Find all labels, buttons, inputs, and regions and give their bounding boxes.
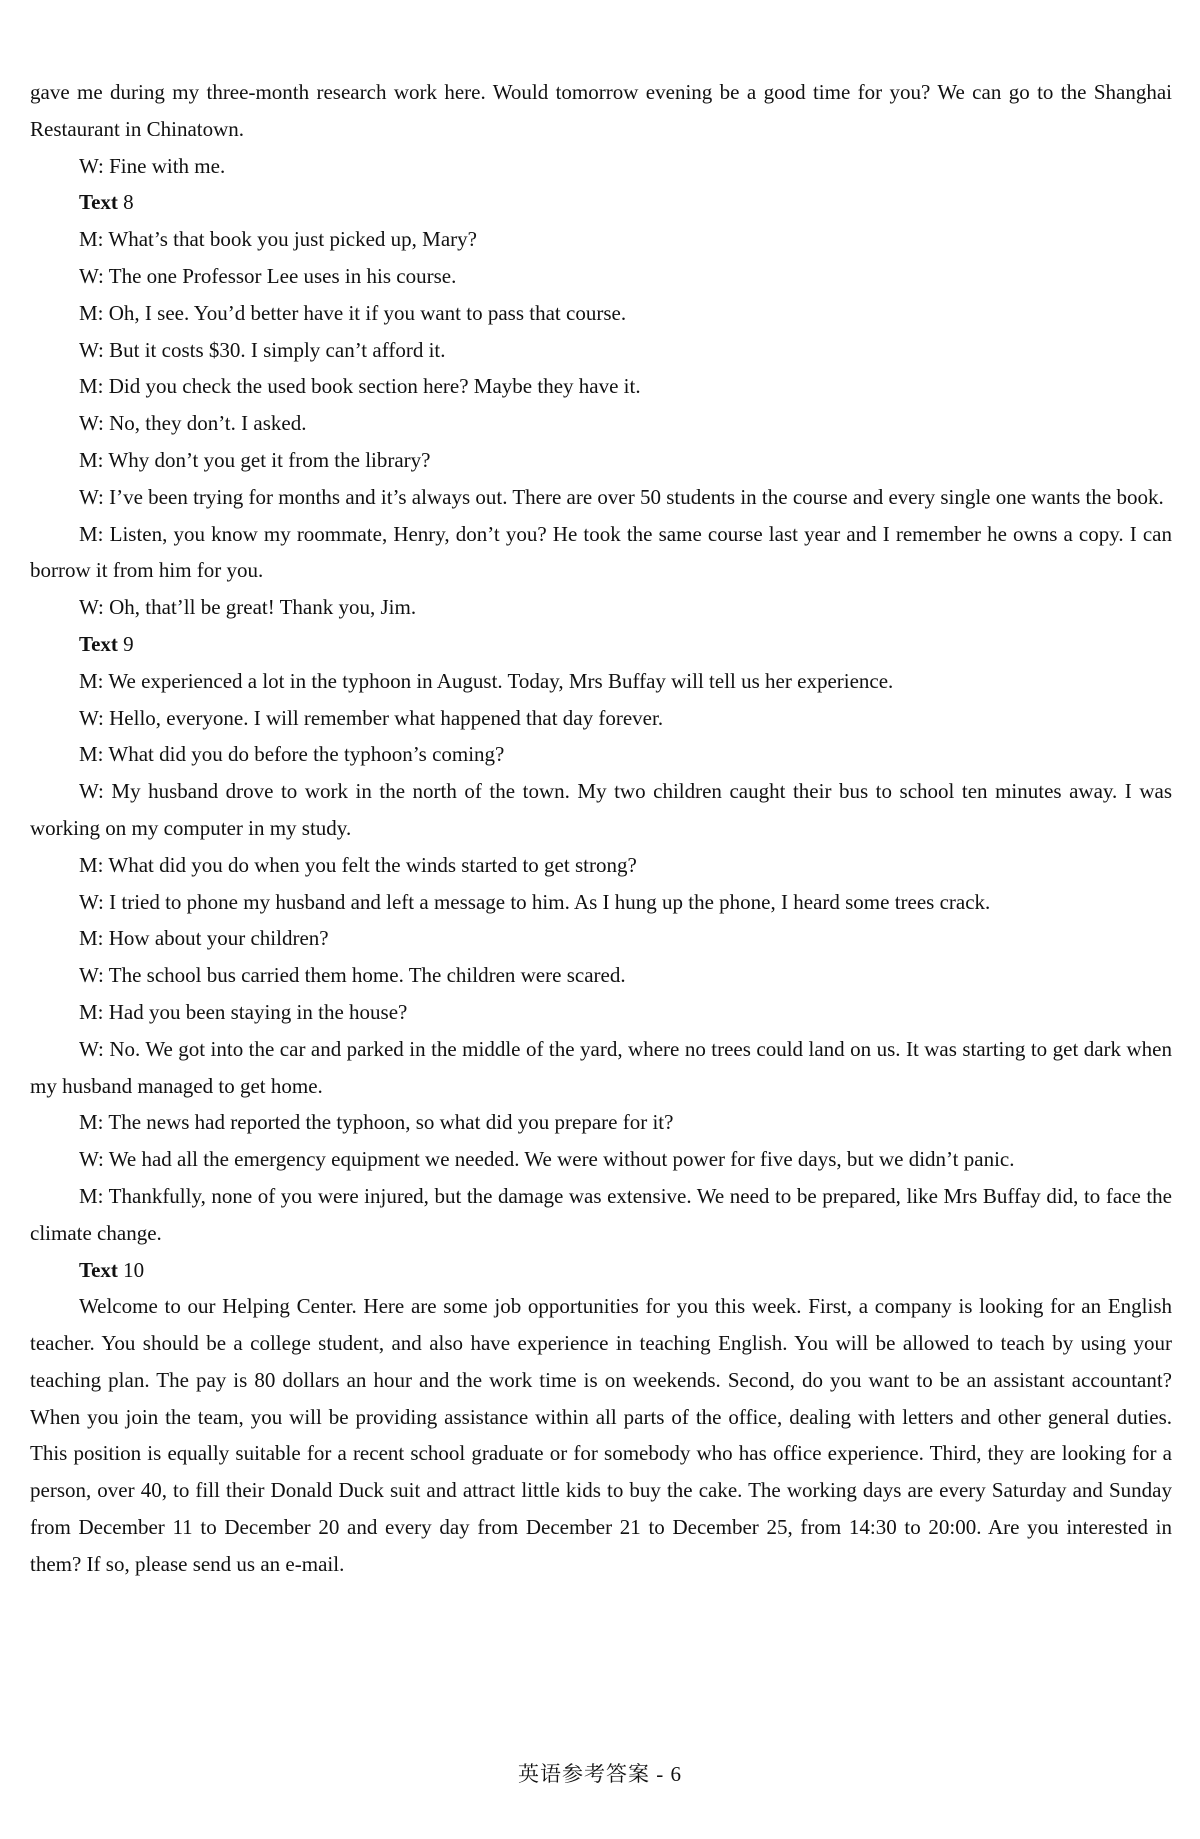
dialogue-line: M: What did you do when you felt the winds started to get strong? — [79, 852, 637, 877]
dialogue-line: M: What did you do before the typhoon’s coming? — [79, 742, 505, 767]
dialogue-line: W: Hello, everyone. I will remember what happened that day forever. — [79, 705, 664, 730]
dialogue-line: M: Listen, you know my roommate, Henry, don’t you? He took the same course last year and I remember he owns a copy. I can borrow it from him for you. — [30, 521, 1172, 583]
dialogue-line: W: I tried to phone my husband and left a message to him. As I hung up the phone, I heard some trees crack. — [79, 889, 991, 914]
answer-key-transcript — [30, 74, 1172, 1583]
section-heading-label: Text — [79, 631, 118, 656]
dialogue-line: W: But it costs $30. I simply can’t afford it. — [79, 337, 446, 362]
dialogue-line: W: Fine with me. — [79, 153, 226, 178]
paragraph: gave me during my three-month research work here. Would tomorrow evening be a good time for you? We can go to the Shanghai Restaurant in Chinatown. — [30, 80, 1172, 141]
section-heading — [30, 184, 1172, 221]
section-heading — [30, 1252, 1172, 1289]
dialogue-line: W: I’ve been trying for months and it’s always out. There are over 50 students in the course and every single one wants the book. — [79, 484, 1164, 509]
section-heading — [30, 626, 1172, 663]
dialogue-line: W: My husband drove to work in the north of the town. My two children caught their bus to school ten minutes away. I was working on my computer in my study. — [30, 779, 1172, 840]
dialogue-line: M: The news had reported the typhoon, so what did you prepare for it? — [79, 1110, 674, 1135]
dialogue-line: M: Had you been staying in the house? — [79, 999, 408, 1024]
dialogue-line: M: Oh, I see. You’d better have it if you want to pass that course. — [79, 300, 627, 325]
section-heading-number: 9 — [123, 631, 134, 656]
section-heading-label: Text — [79, 190, 118, 215]
dialogue-line: W: We had all the emergency equipment we needed. We were without power for five days, but we didn’t panic. — [79, 1147, 1015, 1172]
dialogue-line: W: No, they don’t. I asked. — [79, 411, 307, 436]
page-footer: 英语参考答案 - 6 — [518, 1762, 682, 1786]
dialogue-line: M: What’s that book you just picked up, Mary? — [79, 227, 477, 252]
dialogue-line: W: No. We got into the car and parked in the middle of the yard, where no trees could land on us. It was starting to get dark when my husband managed to get home. — [30, 1036, 1172, 1098]
dialogue-line: M: Did you check the used book section here? Maybe they have it. — [79, 374, 641, 399]
dialogue-line: W: The school bus carried them home. The children were scared. — [79, 963, 626, 988]
dialogue-line: M: Why don’t you get it from the library? — [79, 447, 431, 472]
dialogue-line: M: How about your children? — [79, 926, 329, 951]
monologue-paragraph: Welcome to our Helping Center. Here are some job opportunities for you this week. First, a company is looking for an English teacher. You should be a college student, and also have experience in teaching English. You will be allowed to teach by using your teaching plan. The pay is 80 dollars an hour and the work time is on weekends. Second, do you want to be an assistant accountant? When you join the team, you will be providing assistance within all parts of the office, dealing with letters and other general duties. This position is equally suitable for a recent school graduate or for somebody who has office experience. Third, they are looking for a person, over 40, to fill their Donald Duck suit and attract little kids to buy the cake. The working days are every Saturday and Sunday from December 11 to December 20 and every day from December 21 to December 25, from 14:30 to 20:00. Are you interested in them? If so, please send us an e-mail. — [30, 1294, 1172, 1576]
section-heading-label: Text — [79, 1257, 118, 1282]
dialogue-line: M: We experienced a lot in the typhoon in August. Today, Mrs Buffay will tell us her experience. — [79, 668, 894, 693]
dialogue-line: W: Oh, that’ll be great! Thank you, Jim. — [79, 595, 417, 620]
dialogue-line: W: The one Professor Lee uses in his course. — [79, 263, 457, 288]
section-heading-number: 8 — [123, 190, 134, 215]
dialogue-line: M: Thankfully, none of you were injured, but the damage was extensive. We need to be prepared, like Mrs Buffay did, to face the climate change. — [30, 1183, 1172, 1245]
section-heading-number: 10 — [123, 1257, 145, 1282]
